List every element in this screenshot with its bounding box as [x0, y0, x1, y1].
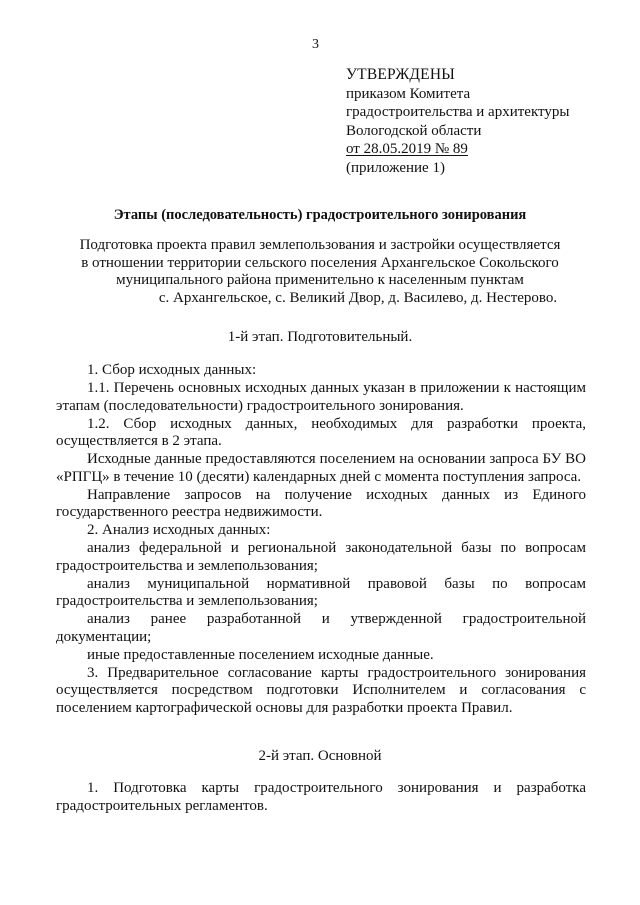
paragraph: 2. Анализ исходных данных: [87, 522, 271, 538]
paragraph: 1.2. Сбор исходных данных, необходимых для разработки проекта, осуществляется в 2 этапа. [56, 415, 586, 449]
stage-1-heading: 1-й этап. Подготовительный. [227, 329, 413, 345]
stage-2-body [56, 780, 586, 815]
approval-block [346, 66, 569, 177]
intro-line-3: муниципального района применительно к населенным пунктам [116, 272, 524, 288]
paragraph: 1.1. Перечень основных исходных данных указан в приложении к настоящим этапам (последовательности) градостроительного зонирования. [56, 380, 586, 414]
approval-line-1: приказом Комитета [346, 85, 471, 102]
paragraph: 1. Подготовка карты градостроительного зонирования и разработка градостроительных регламентов. [56, 780, 586, 814]
paragraph: 3. Предварительное согласование карты градостроительного зонирования осуществляется посредством подготовки Исполнителем и согласования с поселением картографической основы для разработки проекта Правил. [56, 664, 586, 716]
intro-line-4: с. Архангельское, с. Великий Двор, д. Василево, д. Нестерово. [158, 289, 558, 306]
paragraph: Направление запросов на получение исходных данных из Единого государственного реестра недвижимости. [56, 486, 586, 520]
stage-2-heading: 2-й этап. Основной [258, 748, 382, 764]
intro-block [56, 237, 584, 307]
stage-1-body [56, 362, 586, 717]
paragraph: Исходные данные предоставляются поселением на основании запроса БУ ВО «РПГЦ» в течение 10 (десяти) календарных дней с момента поступления запроса. [56, 451, 586, 485]
approval-line-2: градостроительства и архитектуры [346, 104, 570, 120]
paragraph: анализ федеральной и региональной законодательной базы по вопросам градостроительства и землепользования; [56, 540, 586, 574]
paragraph: иные предоставленные поселением исходные данные. [87, 646, 434, 663]
approval-order: от 28.05.2019 № 89 [346, 141, 468, 157]
approval-heading: УТВЕРЖДЕНЫ [346, 66, 455, 83]
paragraph: анализ ранее разработанной и утвержденной градостроительной документации; [56, 611, 586, 645]
intro-line-2: в отношении территории сельского поселения Архангельское Сокольского [81, 254, 559, 271]
page-number: 3 [312, 37, 319, 52]
paragraph: анализ муниципальной нормативной правовой базы по вопросам градостроительства и землепользования; [56, 575, 586, 609]
approval-appendix: (приложение 1) [346, 159, 445, 176]
paragraph: 1. Сбор исходных данных: [87, 362, 257, 378]
document-title: Этапы (последовательность) градостроительного зонирования [113, 207, 527, 223]
approval-line-3: Вологодской области [346, 122, 482, 139]
intro-line-1: Подготовка проекта правил землепользования и застройки осуществляется [79, 237, 561, 253]
